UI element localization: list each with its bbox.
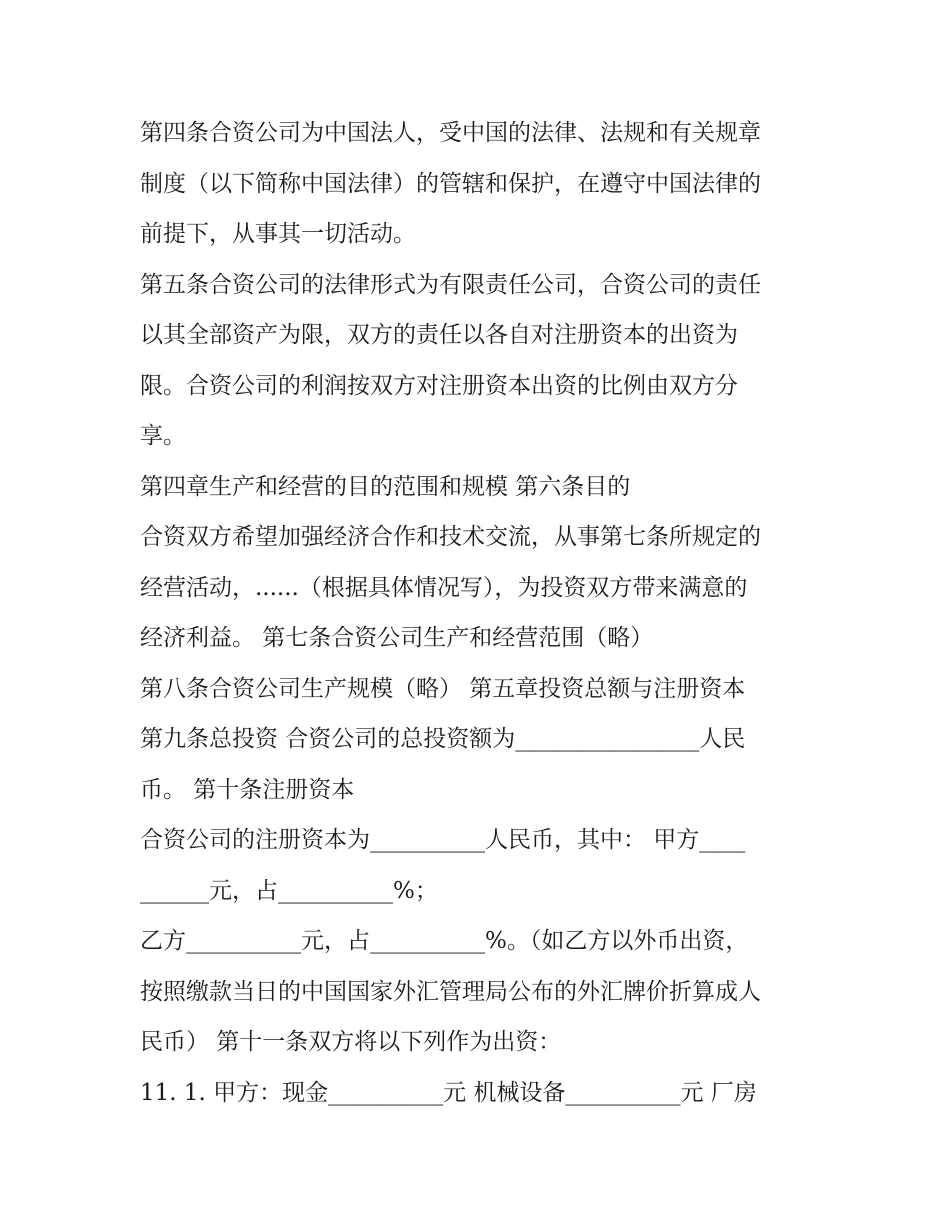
text-line: 民币） 第十一条双方将以下列作为出资： xyxy=(140,1029,562,1055)
text-line: 第五条合资公司的法律形式为有限责任公司，合资公司的责任 xyxy=(140,271,761,298)
text-line: 经营活动，......（根据具体情况写），为投资双方带来满意的 xyxy=(140,574,748,601)
text-line: 第八条合资公司生产规模（略） 第五章投资总额与注册资本 xyxy=(140,675,746,702)
text-line: 第四条合资公司为中国法人，受中国的法律、法规和有关规章 xyxy=(140,120,761,146)
text-line: 合资公司的注册资本为__________人民币，其中： 甲方____ xyxy=(140,827,746,853)
text-line: 经济利益。 第七条合资公司生产和经营范围（略） xyxy=(140,625,654,651)
text-line: 制度（以下简称中国法律）的管辖和保护，在遵守中国法律的 xyxy=(140,170,761,197)
text-line: 前提下，从事其一切活动。 xyxy=(140,221,416,247)
text-line: 乙方__________元，占__________%。（如乙方以外币出资， xyxy=(140,928,749,954)
text-line: 享。 xyxy=(140,423,186,449)
text-line: 11. 1. 甲方：现金__________元 机械设备__________元 厂房 xyxy=(140,1079,757,1106)
text-line: 币。 第十条注册资本 xyxy=(140,776,355,803)
document-body xyxy=(140,108,820,1118)
text-line: 以其全部资产为限，双方的责任以各自对注册资本的出资为 xyxy=(140,322,738,348)
text-line: 合资双方希望加强经济合作和技术交流，从事第七条所规定的 xyxy=(140,524,761,550)
text-line: 按照缴款当日的中国国家外汇管理局公布的外汇牌价折算成人 xyxy=(140,978,761,1005)
text-line: 第九条总投资 合资公司的总投资额为________________人民 xyxy=(140,726,746,752)
text-line: ______元，占__________%； xyxy=(140,877,438,904)
text-line: 第四章生产和经营的目的范围和规模 第六条目的 xyxy=(140,473,631,500)
text-line: 限。合资公司的利润按双方对注册资本出资的比例由双方分 xyxy=(140,372,738,399)
